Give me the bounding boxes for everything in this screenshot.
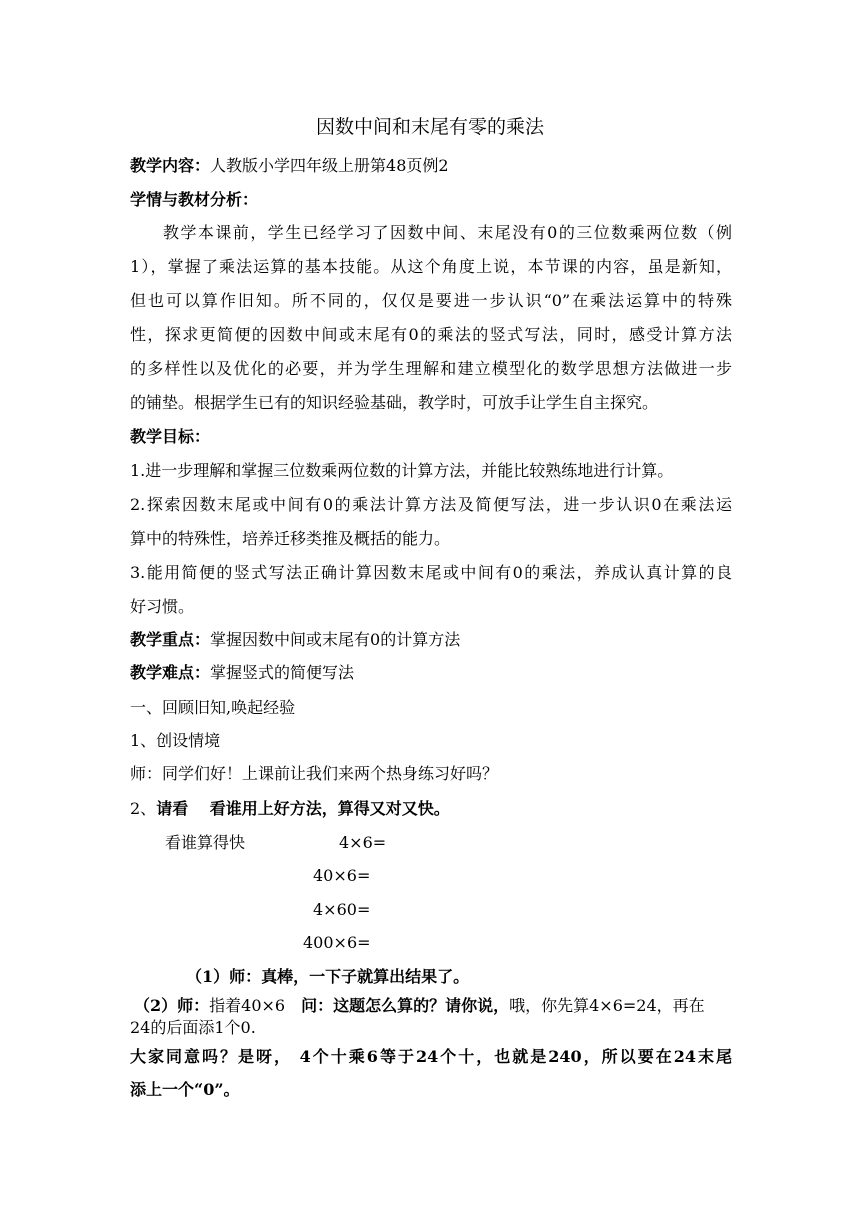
goal-line-4: 3.能用简便的竖式写法正确计算因数末尾或中间有0的乘法，养成认真计算的良 bbox=[130, 563, 732, 582]
analysis-heading: 学情与教材分析： bbox=[130, 190, 259, 209]
step-2 bbox=[130, 801, 450, 817]
goal-line-1: 1.进一步理解和掌握三位数乘两位数的计算方法，并能比较熟练地进行计算。 bbox=[130, 461, 674, 480]
step-2-prefix: 2、 bbox=[130, 799, 157, 818]
section-heading: 一、回顾旧知,唤起经验 bbox=[130, 698, 296, 717]
analysis-line-3: 但也可以算作旧知。所不同的，仅仅是要进一步认识“0”在乘法运算中的特殊 bbox=[130, 291, 732, 310]
difficulty-point bbox=[130, 665, 354, 681]
note-2-line-1 bbox=[134, 998, 736, 1014]
note-1: （1）师：真棒，一下子就算出结果了。 bbox=[186, 967, 470, 986]
analysis-line-6: 的铺垫。根据学生已有的知识经验基础，教学时，可放手让学生自主探究。 bbox=[130, 393, 659, 412]
calc-expr-1: 4×6= bbox=[339, 833, 387, 852]
difficulty-value: 掌握竖式的简便写法 bbox=[210, 663, 355, 682]
key-point-label: 教学重点： bbox=[130, 630, 211, 649]
key-point-value: 掌握因数中间或末尾有0的计算方法 bbox=[210, 630, 461, 649]
document-title: 因数中间和末尾有零的乘法 bbox=[315, 116, 544, 138]
analysis-line-5: 的多样性以及优化的必要，并为学生理解和建立模型化的数学思想方法做进一步 bbox=[130, 359, 732, 378]
analysis-line-4: 性，探求更简便的因数中间或末尾有0的乘法的竖式写法，同时，感受计算方法 bbox=[130, 325, 732, 344]
note-2-plain-1: 指着40×6 bbox=[209, 996, 302, 1015]
key-point bbox=[130, 632, 460, 648]
analysis-line-1: 教学本课前，学生已经学习了因数中间、末尾没有0的三位数乘两位数（例 bbox=[163, 223, 732, 242]
note-2-line-2: 24的后面添1个0. bbox=[130, 1018, 256, 1037]
teaching-content-value: 人教版小学四年级上册第48页例2 bbox=[210, 156, 449, 175]
goal-line-5: 好习惯。 bbox=[130, 597, 195, 616]
teaching-content bbox=[130, 158, 449, 174]
teaching-content-label: 教学内容： bbox=[130, 156, 211, 175]
calc-expr-2: 40×6= bbox=[313, 866, 371, 885]
goal-line-2: 2.探索因数末尾或中间有0的乘法计算方法及简便写法，进一步认识0在乘法运 bbox=[130, 495, 732, 514]
teacher-greeting: 师：同学们好！上课前让我们来两个热身练习好吗？ bbox=[130, 764, 499, 783]
difficulty-label: 教学难点： bbox=[130, 663, 211, 682]
conclusion-line-2: 添上一个“0”。 bbox=[130, 1080, 240, 1099]
conclusion-line-1: 大家同意吗？是呀， 4个十乘6等于24个十，也就是240，所以要在24末尾 bbox=[130, 1047, 732, 1066]
goal-line-3: 算中的特殊性，培养迁移类推及概括的能力。 bbox=[130, 529, 451, 548]
calc-expr-4: 400×6= bbox=[303, 933, 371, 952]
analysis-line-2: 1），掌握了乘法运算的基本技能。从这个角度上说，本节课的内容，虽是新知， bbox=[130, 257, 732, 276]
goals-heading: 教学目标： bbox=[130, 427, 211, 446]
note-2-plain-2: 哦，你先算4×6=24，再在 bbox=[509, 996, 705, 1015]
note-2-lead: （2）师： bbox=[134, 996, 210, 1015]
quick-calc-label: 看谁算得快 bbox=[165, 833, 246, 852]
note-2-bold-1: 问：这题怎么算的？请你说， bbox=[301, 996, 510, 1015]
calc-expr-3: 4×60= bbox=[313, 900, 371, 919]
step-2-text: 请看 看谁用上好方法，算得又对又快。 bbox=[156, 799, 450, 818]
step-1: 1、创设情境 bbox=[130, 731, 221, 750]
